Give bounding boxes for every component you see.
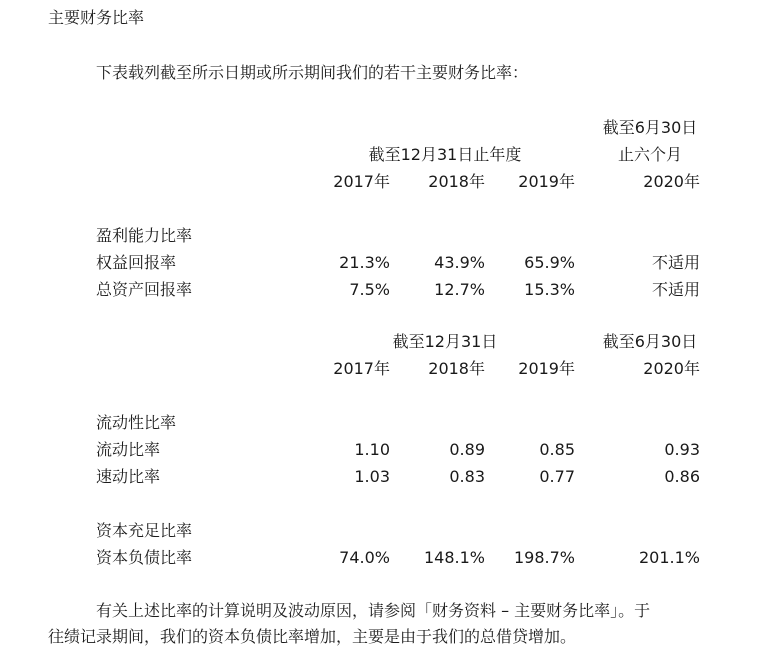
t2-year-2017: 2017年: [333, 359, 390, 378]
t2-cell: 1.03: [354, 467, 390, 486]
t2-year-2018: 2018年: [428, 359, 485, 378]
t2-cell: 0.85: [539, 440, 575, 459]
t2-cell: 0.77: [539, 467, 575, 486]
t1-year-2017: 2017年: [333, 172, 390, 191]
footnote-line-2: 往绩记录期间，我们的资本负债比率增加，主要是由于我们的总借贷增加。: [48, 627, 577, 646]
section-title: 主要财务比率: [48, 8, 145, 27]
t2-cell: 0.86: [664, 467, 700, 486]
t1-cell: 7.5%: [349, 280, 390, 299]
t1-period-header-left: 截至12月31日止年度: [368, 145, 522, 164]
t2-cell: 0.93: [664, 440, 700, 459]
t2-year-2019: 2019年: [518, 359, 575, 378]
t1-cell: 65.9%: [524, 253, 575, 272]
footnote-line-1: 有关上述比率的计算说明及波动原因，请参阅「财务资料 – 主要财务比率」。于: [96, 601, 651, 620]
t1-group-title: 盈利能力比率: [96, 226, 193, 245]
t2-group-title: 资本充足比率: [96, 521, 193, 540]
t2-cell: 0.83: [449, 467, 485, 486]
t2-row-label: 资本负债比率: [96, 548, 193, 567]
t2-cell: 198.7%: [513, 548, 575, 567]
t2-period-header-left: 截至12月31日: [392, 332, 498, 351]
t2-cell: 201.1%: [638, 548, 700, 567]
t1-year-2020: 2020年: [643, 172, 700, 191]
t1-cell: 12.7%: [434, 280, 485, 299]
t2-period-header-right: 截至6月30日: [602, 332, 698, 351]
t2-cell: 74.0%: [339, 548, 390, 567]
t2-cell: 148.1%: [423, 548, 485, 567]
t1-cell: 21.3%: [339, 253, 390, 272]
intro-text: 下表载列截至所示日期或所示期间我们的若干主要财务比率：: [96, 63, 529, 82]
t1-cell: 不适用: [651, 280, 700, 299]
t2-cell: 0.89: [449, 440, 485, 459]
t2-row-label: 流动比率: [96, 440, 161, 459]
t1-cell: 15.3%: [524, 280, 575, 299]
t1-cell: 不适用: [651, 253, 700, 272]
t2-row-label: 速动比率: [96, 467, 161, 486]
t1-cell: 43.9%: [434, 253, 485, 272]
t2-cell: 1.10: [354, 440, 390, 459]
t2-year-2020: 2020年: [643, 359, 700, 378]
t1-year-2018: 2018年: [428, 172, 485, 191]
t1-period-header-right-line1: 截至6月30日: [602, 118, 698, 137]
t1-period-header-right-line2: 止六个月: [617, 145, 682, 164]
t1-row-label: 权益回报率: [96, 253, 177, 272]
t1-year-2019: 2019年: [518, 172, 575, 191]
t1-row-label: 总资产回报率: [96, 280, 193, 299]
t2-group-title: 流动性比率: [96, 413, 177, 432]
